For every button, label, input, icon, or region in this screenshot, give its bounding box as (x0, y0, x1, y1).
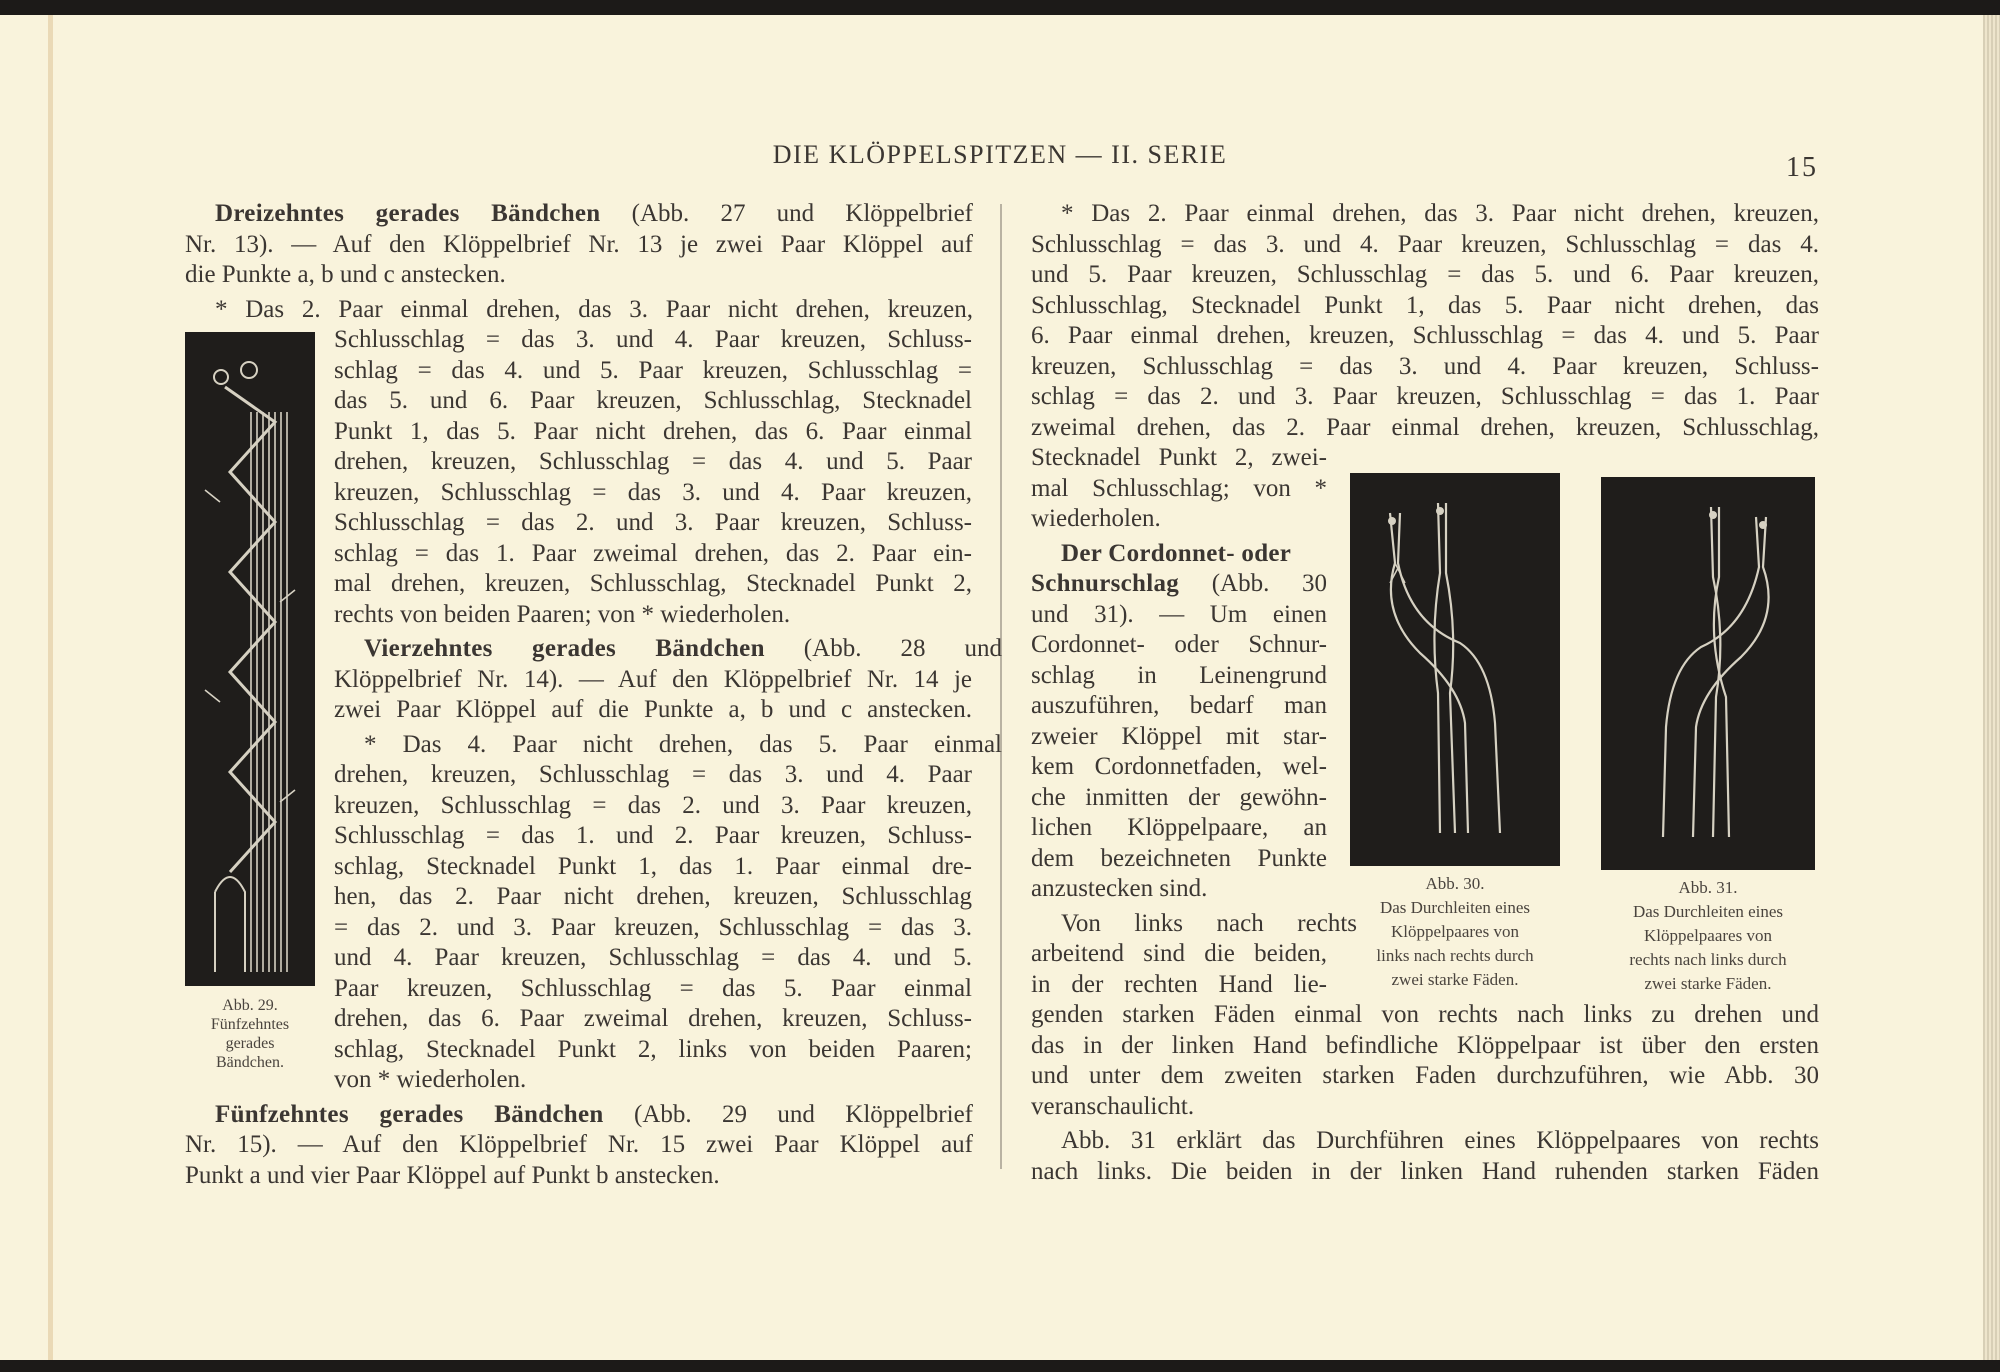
line-text: * Das 2. Paar einmal drehen, das 3. Paar nicht drehen, kreuzen, (1061, 200, 1819, 227)
line-text: = das 2. und 3. Paar kreuzen, Schlusschlag = das 3. (334, 913, 972, 941)
figure-31-caption (1573, 876, 1843, 996)
text-line (334, 760, 972, 791)
caption-line: Abb. 31. (1678, 878, 1738, 897)
line-text: von * wiederholen. (334, 1066, 527, 1093)
text-line (1031, 413, 1819, 444)
text-line (185, 1100, 973, 1131)
text-line (334, 634, 1002, 665)
page-gutter-edge (48, 15, 53, 1360)
caption-line: links nach rechts durch (1376, 946, 1534, 965)
line-text: schlag in Leinengrund (1031, 661, 1327, 689)
caption-line: zwei starke Fäden. (1644, 974, 1772, 993)
caption-line: Abb. 30. (1425, 874, 1485, 893)
line-text: dem bezeichneten Punkte (1031, 844, 1327, 872)
text-line (334, 478, 972, 509)
line-text: genden starken Fäden einmal von rechts nach links zu drehen und (1031, 1001, 1819, 1028)
text-line (1031, 474, 1327, 505)
line-text: auszuführen, bedarf man (1031, 692, 1327, 719)
line-text: Stecknadel Punkt 2, zwei- (1031, 444, 1327, 471)
threads-left-to-right-illustration (1350, 473, 1560, 866)
column-divider (1000, 204, 1002, 1169)
caption-line: Klöppelpaares von (1644, 926, 1772, 945)
text-line (334, 730, 1002, 761)
text-line (1031, 630, 1327, 661)
text-line (1031, 199, 1819, 230)
caption-line: zwei starke Fäden. (1391, 970, 1519, 989)
line-text: und 31). — Um einen (1031, 600, 1327, 628)
line-text: (Abb. 28 und (764, 635, 1002, 662)
caption-line: Fünfzehntes (210, 1016, 290, 1033)
line-text: mal drehen, kreuzen, Schlusschlag, Stecknadel Punkt 2, (334, 570, 972, 597)
text-line (334, 882, 972, 913)
text-line (1031, 970, 1327, 1001)
line-text: schlag = das 2. und 3. Paar kreuzen, Schlusschlag = das 1. Paar (1031, 383, 1819, 410)
section-heading: Schnurschlag (1031, 570, 1180, 597)
line-text: schlag = das 4. und 5. Paar kreuzen, Schlusschlag = (334, 356, 972, 384)
text-line (185, 295, 973, 326)
text-line (334, 447, 972, 478)
caption-line: Bändchen. (216, 1054, 284, 1071)
paragraph (1031, 1126, 1819, 1187)
line-text: das 5. und 6. Paar kreuzen, Schlusschlag, Stecknadel (334, 387, 972, 414)
line-text: in der rechten Hand lie- (1031, 970, 1327, 998)
line-text: arbeitend sind die beiden, (1031, 940, 1327, 967)
line-text: Von links nach rechts (1061, 909, 1357, 937)
text-line (334, 539, 972, 570)
lace-band-illustration (185, 332, 315, 986)
line-text: lichen Klöppelpaare, an (1031, 814, 1327, 841)
page-number: 15 (1786, 152, 1818, 183)
text-line (1031, 1092, 1819, 1123)
text-line (334, 386, 972, 417)
line-text: anzustecken sind. (1031, 875, 1208, 902)
line-text: rechts von beiden Paaren; von * wiederholen. (334, 600, 791, 628)
text-line (1031, 321, 1819, 352)
line-text: Abb. 31 erklärt das Durchführen eines Klöppelpaares von rechts (1061, 1127, 1819, 1154)
text-line (334, 1004, 972, 1035)
caption-line: gerades (225, 1035, 275, 1052)
line-text: Schlusschlag = das 1. und 2. Paar kreuzen, Schluss- (334, 822, 972, 849)
caption-line: Klöppelpaares von (1391, 922, 1519, 941)
line-text: Paar kreuzen, Schlusschlag = das 5. Paar einmal (334, 974, 972, 1002)
text-line (1031, 291, 1819, 322)
line-text: Schlusschlag = das 3. und 4. Paar kreuzen, Schluss- (334, 326, 972, 353)
line-text: drehen, kreuzen, Schlusschlag = das 3. und 4. Paar (334, 761, 972, 788)
text-line (334, 1035, 972, 1066)
line-text: und 4. Paar kreuzen, Schlusschlag = das 4. und 5. (334, 944, 972, 971)
text-line (1031, 260, 1819, 291)
line-text: drehen, das 6. Paar zweimal drehen, kreuzen, Schluss- (334, 1005, 972, 1032)
figure-30-thread-image (1350, 473, 1560, 866)
scan-top-border (0, 0, 2000, 15)
text-line (1031, 1157, 1819, 1188)
text-line (1031, 752, 1327, 783)
text-line (334, 665, 972, 696)
line-text: zweimal drehen, das 2. Paar einmal drehen, kreuzen, Schlusschlag, (1031, 413, 1819, 441)
line-text: kem Cordonnetfaden, wel- (1031, 753, 1327, 780)
text-line (1031, 382, 1819, 413)
text-line (185, 1130, 973, 1161)
line-text: schlag = das 1. Paar zweimal drehen, das 2. Paar ein- (334, 539, 972, 567)
text-line (334, 325, 972, 356)
page-stack-edge (1983, 15, 2000, 1360)
line-text: wiederholen. (1031, 505, 1161, 532)
line-text: Schlusschlag, Stecknadel Punkt 1, das 5. Paar nicht drehen, das (1031, 291, 1819, 319)
text-line (1031, 504, 1327, 535)
line-text: * Das 2. Paar einmal drehen, das 3. Paar nicht drehen, kreuzen, (215, 295, 973, 323)
line-text: zwei Paar Klöppel auf die Punkte a, b und c anstecken. (334, 696, 972, 723)
text-line (1031, 874, 1327, 905)
line-text: mal Schlusschlag; von * (1031, 474, 1327, 502)
text-line (334, 913, 972, 944)
text-line (1031, 569, 1327, 600)
text-line (1031, 1126, 1819, 1157)
text-line (185, 199, 973, 230)
figure-29-caption (170, 996, 330, 1072)
figure-29-lace-band-image (185, 332, 315, 986)
line-text: Schlusschlag = das 2. und 3. Paar kreuzen, Schluss- (334, 509, 972, 536)
caption-line: Abb. 29. (222, 997, 278, 1014)
caption-line: Das Durchleiten eines (1632, 902, 1784, 921)
line-text: Punkt 1, das 5. Paar nicht drehen, das 6. Paar einmal (334, 417, 972, 445)
line-text: Klöppelbrief Nr. 14). — Auf den Klöppelbrief Nr. 14 je (334, 665, 972, 693)
text-line (1031, 813, 1327, 844)
text-line (1031, 600, 1327, 631)
text-line (1031, 661, 1327, 692)
line-text: kreuzen, Schlusschlag = das 3. und 4. Paar kreuzen, Schluss- (1031, 352, 1819, 380)
line-text: kreuzen, Schlusschlag = das 3. und 4. Paar kreuzen, (334, 478, 972, 506)
text-line (334, 356, 972, 387)
text-line (1031, 539, 1357, 570)
text-line (1031, 1031, 1819, 1062)
text-line (334, 508, 972, 539)
line-text: Nr. 13). — Auf den Klöppelbrief Nr. 13 je zwei Paar Klöppel auf (185, 230, 973, 258)
line-text: (Abb. 27 und Klöppelbrief (600, 200, 973, 227)
line-text: und unter dem zweiten starken Faden durchzuführen, wie Abb. 30 (1031, 1062, 1819, 1089)
section-heading: Vierzehntes gerades Bändchen (364, 635, 765, 662)
caption-line: rechts nach links durch (1629, 950, 1787, 969)
line-text: (Abb. 30 (1179, 570, 1327, 597)
text-line (1031, 783, 1327, 814)
section-heading: Fünfzehntes gerades Bändchen (215, 1100, 604, 1128)
text-line (334, 974, 972, 1005)
line-text: Punkt a und vier Paar Klöppel auf Punkt b anstecken. (185, 1161, 720, 1189)
caption-line: Das Durchleiten eines (1379, 898, 1531, 917)
line-text: * Das 4. Paar nicht drehen, das 5. Paar einmal (364, 730, 1002, 758)
text-line (334, 417, 972, 448)
line-text: die Punkte a, b und c anstecken. (185, 261, 506, 288)
text-line (1031, 352, 1819, 383)
text-line (334, 852, 972, 883)
section-heading: Dreizehntes gerades Bändchen (215, 200, 601, 227)
text-line (1031, 691, 1327, 722)
line-text: veranschaulicht. (1031, 1092, 1195, 1120)
line-text: Cordonnet- oder Schnur- (1031, 631, 1327, 658)
text-line (185, 260, 973, 291)
line-text: che inmitten der gewöhn- (1031, 783, 1327, 811)
line-text: hen, das 2. Paar nicht drehen, kreuzen, Schlusschlag (334, 883, 972, 910)
text-line (1031, 230, 1819, 261)
text-line (185, 230, 973, 261)
figure-30-caption (1320, 872, 1590, 992)
line-text: nach links. Die beiden in der linken Hand ruhenden starken Fäden (1031, 1157, 1819, 1185)
text-line (1031, 939, 1327, 970)
paragraph (185, 1100, 973, 1192)
line-text: das in der linken Hand befindliche Klöppelpaar ist über den ersten (1031, 1031, 1819, 1059)
line-text: schlag, Stecknadel Punkt 1, das 1. Paar einmal dre- (334, 852, 972, 880)
text-line (1031, 722, 1327, 753)
text-line (1031, 443, 1327, 474)
paragraph (185, 199, 973, 291)
text-line (334, 943, 972, 974)
text-line (185, 1161, 973, 1192)
threads-right-to-left-illustration (1601, 477, 1815, 870)
text-line (334, 600, 972, 631)
line-text: drehen, kreuzen, Schlusschlag = das 4. und 5. Paar (334, 448, 972, 475)
line-text: Nr. 15). — Auf den Klöppelbrief Nr. 15 zwei Paar Klöppel auf (185, 1131, 973, 1158)
text-line (334, 569, 972, 600)
line-text: 6. Paar einmal drehen, kreuzen, Schlusschlag = das 4. und 5. Paar (1031, 322, 1819, 349)
scan-bottom-border (0, 1360, 2000, 1372)
text-line (334, 695, 972, 726)
text-line (1031, 1061, 1819, 1092)
section-heading: Der Cordonnet- oder (1061, 539, 1292, 567)
text-line (1031, 909, 1357, 940)
running-head: DIE KLÖPPELSPITZEN — II. SERIE (772, 140, 1228, 169)
text-line (334, 791, 972, 822)
line-text: kreuzen, Schlusschlag = das 2. und 3. Paar kreuzen, (334, 791, 972, 819)
line-text: und 5. Paar kreuzen, Schlusschlag = das 5. und 6. Paar kreuzen, (1031, 261, 1819, 288)
text-line (1031, 844, 1327, 875)
line-text: zweier Klöppel mit star- (1031, 722, 1327, 750)
figure-31-thread-image (1601, 477, 1815, 870)
line-text: schlag, Stecknadel Punkt 2, links von beiden Paaren; (334, 1035, 972, 1063)
text-line (1031, 1000, 1819, 1031)
line-text: (Abb. 29 und Klöppelbrief (603, 1100, 973, 1128)
line-text: Schlusschlag = das 3. und 4. Paar kreuzen, Schlusschlag = das 4. (1031, 230, 1819, 258)
text-line (334, 821, 972, 852)
text-line (334, 1065, 972, 1096)
